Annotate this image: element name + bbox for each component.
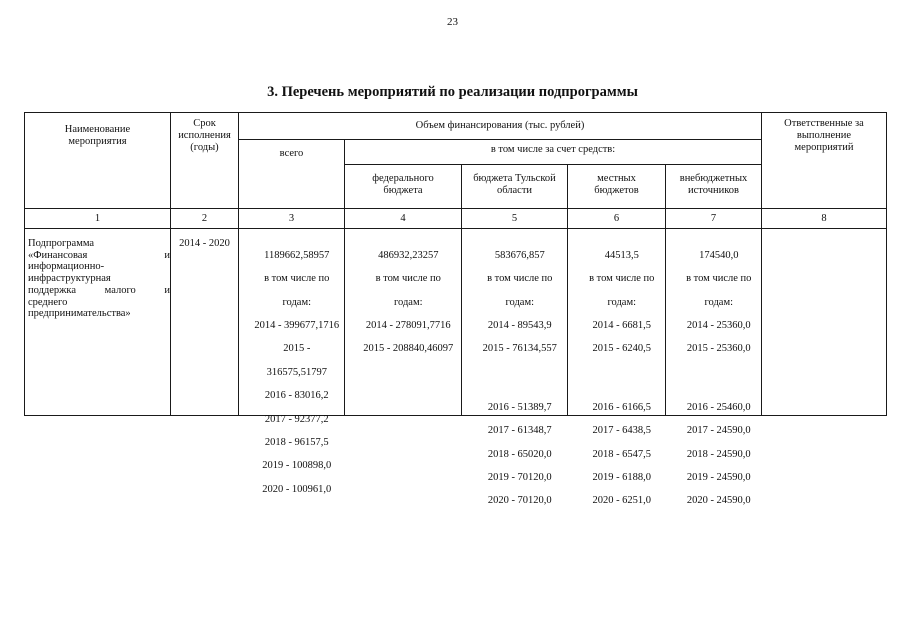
- subprogram-name-line: инфраструктурная: [28, 273, 111, 285]
- subprogram-name-line: среднего: [28, 296, 68, 308]
- subprogram-name-line: Подпрограмма: [28, 238, 95, 249]
- header-extra: внебюджетных источников: [679, 173, 748, 196]
- column-number-8: 8: [821, 213, 827, 224]
- page-number: 23: [447, 16, 458, 28]
- column-number-7: 7: [710, 213, 717, 224]
- subprogram-name-line: «Финансовая и: [28, 249, 170, 261]
- column-number-2: 2: [201, 213, 208, 224]
- regional-financing: 583676,857 в том числе по годам: 2014 - 89543,9 2015 - 76134,557 2016 - 51389,7 2017 - 61348,7 2018 - 65020,0 2019 - 70120,0 2020 - 70120,0: [482, 249, 557, 507]
- table-border-top: [24, 112, 887, 113]
- document-title: 3. Перечень мероприятий по реализации подпрограммы: [267, 84, 638, 100]
- including-header-rule: [344, 164, 761, 165]
- subprogram-name: [28, 238, 170, 320]
- header-name: Наименование мероприятия: [64, 124, 131, 147]
- total-financing: 1189662,58957 в том числе по годам: 2014 - 399677,1716 2015 - 316575,51797 2016 - 83016,2 2017 - 92377,2 2018 - 96157,5 2019 - 100898,0 2020 - 100961,0: [254, 249, 340, 495]
- header-financing: Объем финансирования (тыс. рублей): [415, 120, 585, 131]
- header-term: Срок исполнения (годы): [178, 118, 231, 153]
- header-regional: бюджета Тульской области: [473, 173, 556, 196]
- federal-financing: 486932,23257 в том числе по годам: 2014 - 278091,7716 2015 - 208840,46097: [363, 249, 454, 355]
- header-local: местных бюджетов: [594, 173, 639, 196]
- header-responsible: Ответственные за выполнение мероприятий: [784, 118, 864, 153]
- subprogram-name-line: поддержка малого и: [28, 284, 170, 296]
- column-number-3: 3: [288, 213, 295, 224]
- subprogram-name-line: предпринимательства»: [28, 308, 131, 320]
- local-financing: 44513,5 в том числе по годам: 2014 - 6681,5 2015 - 6240,5 2016 - 6166,5 2017 - 6438,5 2018 - 6547,5 2019 - 6188,0 2020 - 6251,0: [589, 249, 655, 507]
- subprogram-name-line: информационно-: [28, 261, 105, 273]
- column-number-5: 5: [511, 213, 518, 224]
- header-total: всего: [279, 148, 304, 159]
- measures-table: [24, 112, 887, 507]
- subprogram-term: 2014 - 2020: [179, 238, 230, 249]
- header-including: в том числе за счет средств:: [490, 144, 616, 155]
- numbers-row-rule: [24, 228, 887, 229]
- financing-header-rule: [238, 139, 761, 140]
- column-divider-7: [761, 112, 762, 416]
- extra-budget-financing: 174540,0 в том числе по годам: 2014 - 25360,0 2015 - 25360,0 2016 - 25460,0 2017 - 24590,0 2018 - 24590,0 2019 - 24590,0 2020 - 24590,0: [686, 249, 752, 507]
- column-number-1: 1: [94, 213, 101, 224]
- header-federal: федерального бюджета: [372, 173, 434, 196]
- column-number-6: 6: [613, 213, 620, 224]
- header-bottom-rule: [24, 208, 887, 209]
- table-border-right: [886, 112, 887, 416]
- column-divider-1: [170, 112, 171, 416]
- table-border-left: [24, 112, 25, 416]
- column-number-4: 4: [400, 213, 406, 224]
